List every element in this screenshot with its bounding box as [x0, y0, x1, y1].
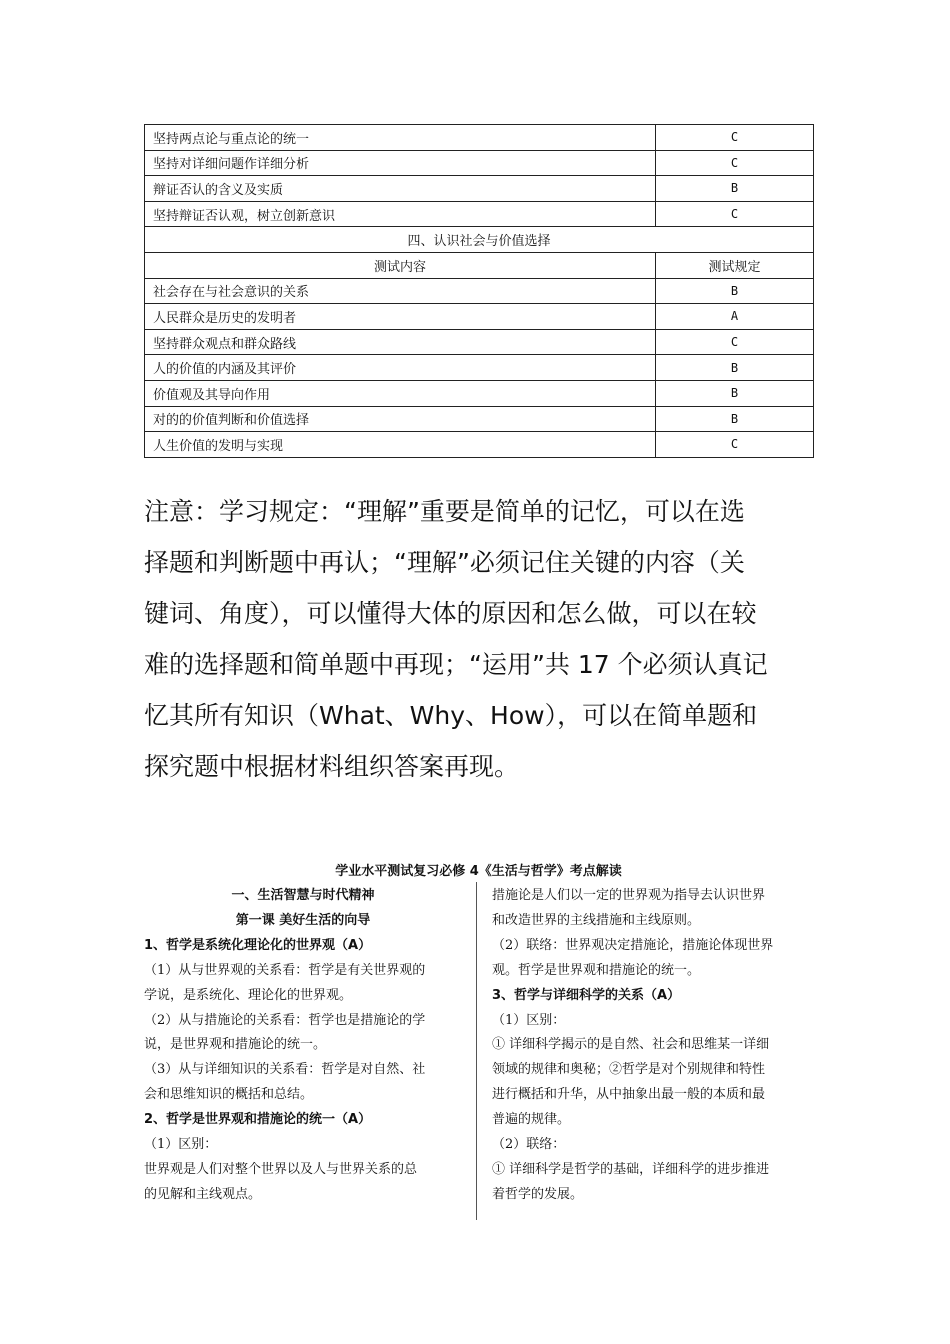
table-row	[145, 176, 814, 202]
note-line: 键词、角度），可以懂得大体的原因和怎么做，可以在较	[144, 599, 757, 628]
body-line: 说，是世界观和措施论的统一。	[144, 1037, 327, 1053]
header-grade: 测试规定	[656, 252, 814, 278]
unit-title: 一、生活智慧与时代精神	[231, 888, 375, 903]
body-line: （2）联络：	[492, 1137, 566, 1153]
note-line: 忆其所有知识（What、Why、How），可以在简单题和	[144, 701, 758, 730]
table-row	[145, 150, 814, 176]
cell-grade: B	[656, 406, 814, 432]
cell-grade: B	[656, 278, 814, 304]
body-line: 世界观是人们对整个世界以及人与世界关系的总	[144, 1161, 418, 1177]
cell-content: 价值观及其导向作用	[145, 380, 656, 406]
cell-content: 人民群众是历史的发明者	[145, 304, 656, 330]
cell-grade: C	[656, 329, 814, 355]
table-row	[145, 201, 814, 227]
note-line: 注意：学习规定：“理解”重要是简单的记忆，可以在选	[144, 497, 745, 526]
cell-grade: C	[656, 150, 814, 176]
table-body-bottom	[145, 278, 814, 457]
cell-grade: B	[656, 380, 814, 406]
body-line: 措施论是人们以一定的世界观为指导去认识世界	[492, 888, 766, 903]
body-line: ① 详细科学揭示的是自然、社会和思维某一详细	[492, 1037, 770, 1053]
body-line: 进行概括和升华，从中抽象出最一般的本质和最	[492, 1087, 766, 1103]
body-line: （3）从与详细知识的关系看：哲学是对自然、社	[144, 1062, 426, 1078]
body-line: 普遍的规律。	[492, 1112, 571, 1128]
cell-grade: C	[656, 201, 814, 227]
study-note	[144, 486, 824, 792]
document-title: 学业水平测试复习必修 4《生活与哲学》考点解读	[335, 864, 622, 879]
cell-content: 坚持两点论与重点论的统一	[145, 125, 656, 151]
body-line: 领域的规律和奥秘；②哲学是对个别规律和特性	[492, 1062, 766, 1078]
right-column	[492, 884, 812, 1208]
table-header-row	[145, 252, 814, 278]
cell-grade: B	[656, 355, 814, 381]
section-heading: 2、哲学是世界观和措施论的统一（A）	[144, 1112, 372, 1128]
table-body-top	[145, 125, 814, 227]
table-section	[145, 227, 814, 278]
section-title-row	[145, 227, 814, 253]
section-title: 四、认识社会与价值选择	[145, 227, 814, 253]
cell-content: 人生价值的发明与实现	[145, 432, 656, 458]
left-column	[144, 884, 462, 1208]
cell-content: 人的价值的内涵及其评价	[145, 355, 656, 381]
table-row	[145, 380, 814, 406]
note-line: 探究题中根据材料组织答案再现。	[144, 752, 520, 781]
body-line: （2）联络：世界观决定措施论，措施论体现世界	[492, 937, 774, 953]
table-row	[145, 329, 814, 355]
table-row	[145, 406, 814, 432]
body-line: 和改造世界的主线措施和主线原则。	[492, 912, 701, 928]
body-line: 学说，是系统化、理论化的世界观。	[144, 987, 353, 1003]
body-line: （1）区别：	[492, 1012, 566, 1028]
note-line: 择题和判断题中再认；“理解”必须记住关键的内容（关	[144, 548, 745, 577]
table-row	[145, 125, 814, 151]
cell-grade: C	[656, 125, 814, 151]
table-row	[145, 304, 814, 330]
body-line: （1）从与世界观的关系看：哲学是有关世界观的	[144, 962, 426, 978]
cell-content: 社会存在与社会意识的关系	[145, 278, 656, 304]
cell-content: 坚持辩证否认观，树立创新意识	[145, 201, 656, 227]
section-heading: 1、哲学是系统化理论化的世界观（A）	[144, 937, 372, 953]
requirements-table-wrap	[144, 124, 813, 458]
body-line: 会和思维知识的概括和总结。	[144, 1087, 314, 1103]
requirements-table	[144, 124, 814, 458]
cell-content: 辩证否认的含义及实质	[145, 176, 656, 202]
body-line: 的见解和主线观点。	[144, 1186, 262, 1202]
cell-grade: B	[656, 176, 814, 202]
body-line: （2）从与措施论的关系看：哲学也是措施论的学	[144, 1012, 426, 1028]
table-row	[145, 278, 814, 304]
cell-content: 坚持对详细问题作详细分析	[145, 150, 656, 176]
note-line: 难的选择题和简单题中再现；“运用”共 17 个必须认真记	[144, 650, 768, 679]
lesson-title: 第一课 美好生活的向导	[235, 912, 371, 928]
body-line: 观。哲学是世界观和措施论的统一。	[492, 962, 701, 978]
cell-content: 对的的价值判断和价值选择	[145, 406, 656, 432]
table-row	[145, 432, 814, 458]
cell-content: 坚持群众观点和群众路线	[145, 329, 656, 355]
table-row	[145, 355, 814, 381]
column-divider	[476, 882, 477, 1220]
cell-grade: C	[656, 432, 814, 458]
header-content: 测试内容	[145, 252, 656, 278]
cell-grade: A	[656, 304, 814, 330]
section-heading: 3、哲学与详细科学的关系（A）	[492, 987, 681, 1003]
body-line: （1）区别：	[144, 1137, 218, 1153]
body-line: ① 详细科学是哲学的基础，详细科学的进步推进	[492, 1161, 770, 1177]
body-line: 着哲学的发展。	[492, 1186, 584, 1202]
